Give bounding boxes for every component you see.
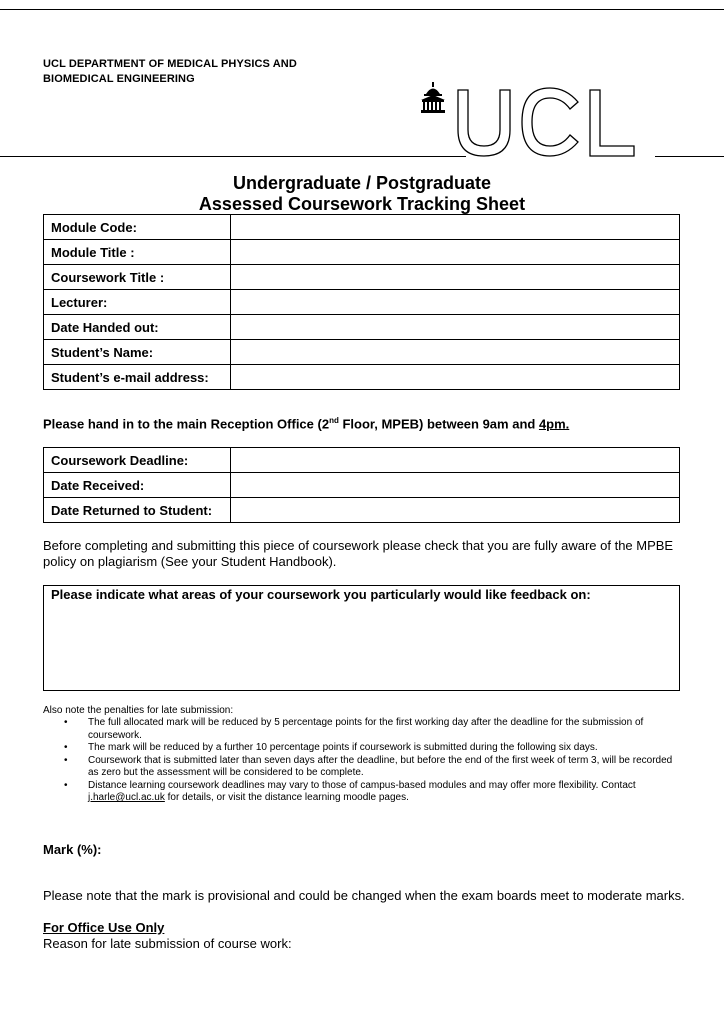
department-line-2: BIOMEDICAL ENGINEERING [43,73,195,85]
module-code-field[interactable] [231,215,680,240]
module-title-label: Module Title : [44,240,231,265]
list-item [64,779,683,805]
coursework-title-field[interactable] [231,265,680,290]
feedback-label: Please indicate what areas of your coursework you particularly would like feedback on: [51,587,591,602]
bullet-icon: • [64,717,68,728]
date-returned-field[interactable] [231,498,680,523]
date-handed-out-label: Date Handed out: [44,315,231,340]
penalty-text: Distance learning coursework deadlines may vary to those of campus-based modules and may offer more flexibility. Contact [88,779,636,791]
penalty-text: The mark will be reduced by a further 10 percentage points if coursework is submitted during the following six days. [88,742,598,753]
date-returned-label: Date Returned to Student: [44,498,231,523]
hand-in-text-1: Please hand in to the main Reception Office (2 [43,416,330,432]
date-received-label: Date Received: [44,473,231,498]
department-line-1: UCL DEPARTMENT OF MEDICAL PHYSICS AND [43,58,297,70]
module-title-field[interactable] [231,240,680,265]
lecturer-label: Lecturer: [44,290,231,315]
table-row [44,240,680,265]
hand-in-text-2: Floor, MPEB) between 9am and [338,416,539,432]
late-submission-reason-label: Reason for late submission of course work: [43,936,292,951]
table-row [44,290,680,315]
hand-in-time: 4pm. [538,416,570,432]
table-row [44,448,680,473]
coursework-deadline-field[interactable] [231,448,680,473]
table-row [44,215,680,240]
table-row [44,498,680,523]
bullet-icon: • [64,754,68,766]
student-email-label: Student’s e-mail address: [44,365,231,390]
coursework-deadline-label: Coursework Deadline: [44,448,231,473]
list-item [64,754,683,780]
table-row [44,315,680,340]
penalty-text: for details, or visit the distance learning moodle pages. [164,792,409,803]
plagiarism-note: Before completing and submitting this piece of coursework please check that you are fully aware of the MPBE policy on plagiarism (See your Student Handbook). [43,538,674,569]
hand-in-instructions [43,416,569,431]
bullet-icon: • [64,742,68,753]
table-row [44,265,680,290]
table-row [44,365,680,390]
feedback-box[interactable] [43,585,680,691]
contact-email-link[interactable]: j.harle@ucl.ac.uk [88,792,165,803]
penalty-text: Coursework that is submitted later than seven days after the deadline, but before the end of the first week of term 3, will be recorded as zero but the assessment will be considered to be complete. [88,754,673,778]
date-handed-out-field[interactable] [231,315,680,340]
date-received-field[interactable] [231,473,680,498]
table-row [44,340,680,365]
bullet-icon: • [64,779,68,791]
ucl-logo [418,80,658,160]
feedback-field[interactable] [44,603,679,605]
mark-label: Mark (%): [43,842,102,857]
penalty-text: The full allocated mark will be reduced by 5 percentage points for the first working day after the deadline for the submission of coursework. [88,717,644,741]
office-use-heading: For Office Use Only [43,920,165,935]
coursework-title-label: Coursework Title : [44,265,231,290]
penalties-intro: Also note the penalties for late submission: [43,705,234,716]
list-item [64,742,683,755]
header-rule-left [0,156,466,157]
department-name [43,57,297,87]
coursework-details-table [43,214,680,390]
portico-icon [421,82,445,113]
student-email-field[interactable] [231,365,680,390]
lecturer-field[interactable] [231,290,680,315]
hand-in-superscript: nd [329,416,339,425]
table-row [44,473,680,498]
student-name-field[interactable] [231,340,680,365]
module-code-label: Module Code: [44,215,231,240]
top-rule [0,9,724,10]
provisional-note: Please note that the mark is provisional and could be changed when the exam boards meet to moderate marks. [43,888,685,903]
penalties-list [43,717,683,805]
list-item [64,717,683,742]
student-name-label: Student’s Name: [44,340,231,365]
form-title-line-2: Assessed Coursework Tracking Sheet [198,194,526,214]
header-rule-right [655,156,724,157]
dates-table [43,447,680,523]
form-title-line-1: Undergraduate / Postgraduate [232,173,492,193]
